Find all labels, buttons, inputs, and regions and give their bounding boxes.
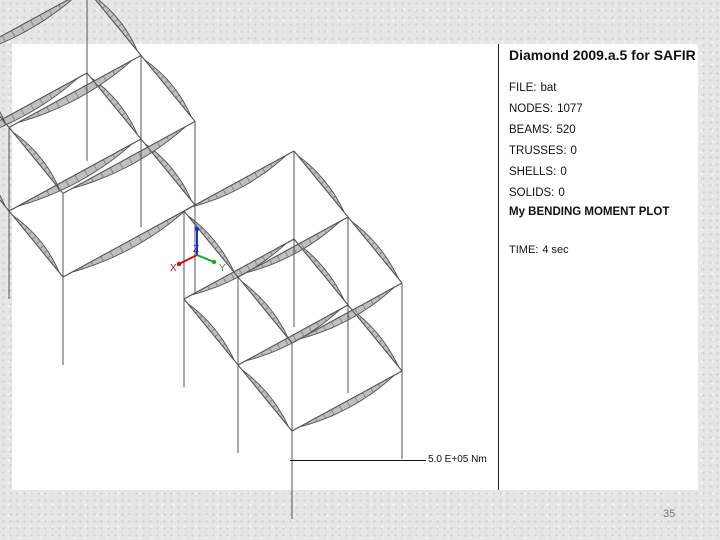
- info-panel: [509, 44, 695, 490]
- z-axis-arrowhead: [195, 227, 199, 231]
- scale-bar: [290, 460, 426, 461]
- beams-label: BEAMS:: [509, 124, 553, 136]
- shells-line: [509, 162, 691, 183]
- model-info: [509, 78, 691, 199]
- time-line: [509, 244, 569, 256]
- y-axis-label: Y: [219, 263, 226, 274]
- model-viewport[interactable]: [12, 44, 498, 490]
- solids-label: SOLIDS:: [509, 187, 555, 199]
- block-b-beam-y-1-2: [63, 121, 195, 193]
- program-title: Diamond 2009.a.5 for SAFIR: [509, 47, 696, 63]
- solids-line: [509, 183, 691, 204]
- block-b-moment-y-1-0: [0, 0, 87, 61]
- block-a-beam-y-1-0: [184, 151, 294, 211]
- block-b-beam-y-1-1: [9, 55, 141, 127]
- time-value: 4 sec: [542, 244, 569, 256]
- z-axis-label: Z: [193, 244, 200, 255]
- block-b-moment-x-1-1-0: [87, 0, 141, 55]
- scale-label: 5.0 E+05 Nm: [428, 454, 487, 465]
- solids-value: 0: [558, 187, 565, 199]
- block-b-moment-y-1-0-area: [0, 0, 87, 61]
- trusses-value: 0: [570, 145, 577, 157]
- x-axis-arrow: [179, 255, 197, 264]
- x-axis-label: X: [170, 263, 177, 274]
- shells-value: 0: [560, 166, 567, 178]
- nodes-label: NODES:: [509, 103, 554, 115]
- trusses-label: TRUSSES:: [509, 145, 567, 157]
- plot-title: My BENDING MOMENT PLOT: [509, 206, 670, 218]
- nodes-line: [509, 99, 691, 120]
- trusses-line: [509, 141, 691, 162]
- beams-value: 520: [556, 124, 576, 136]
- y-axis-arrow: [197, 255, 214, 262]
- nodes-value: 1077: [557, 103, 583, 115]
- block-b-moment-x-1-1-0-area: [87, 0, 141, 55]
- panel-divider: [498, 44, 499, 490]
- y-axis-arrowhead: [212, 260, 216, 264]
- file-label: FILE:: [509, 82, 537, 94]
- block-a-beam-y-0-1: [238, 305, 348, 365]
- bending-moment-diagrams: [0, 0, 402, 431]
- time-label: TIME:: [509, 244, 539, 256]
- file-value: bat: [540, 82, 557, 94]
- file-line: [509, 78, 691, 99]
- block-a-beam-y-0-0: [184, 239, 294, 299]
- diamond-screen: [12, 44, 698, 490]
- block-a-beam-y-1-1: [238, 217, 348, 277]
- frame-structure-3d: [12, 44, 498, 490]
- block-a-beam-y-1-2: [292, 283, 402, 343]
- page-number: 35: [663, 508, 676, 520]
- block-a-beam-y-0-2: [292, 371, 402, 431]
- shells-label: SHELLS:: [509, 166, 557, 178]
- beams-line: [509, 120, 691, 141]
- x-axis-arrowhead: [177, 262, 181, 266]
